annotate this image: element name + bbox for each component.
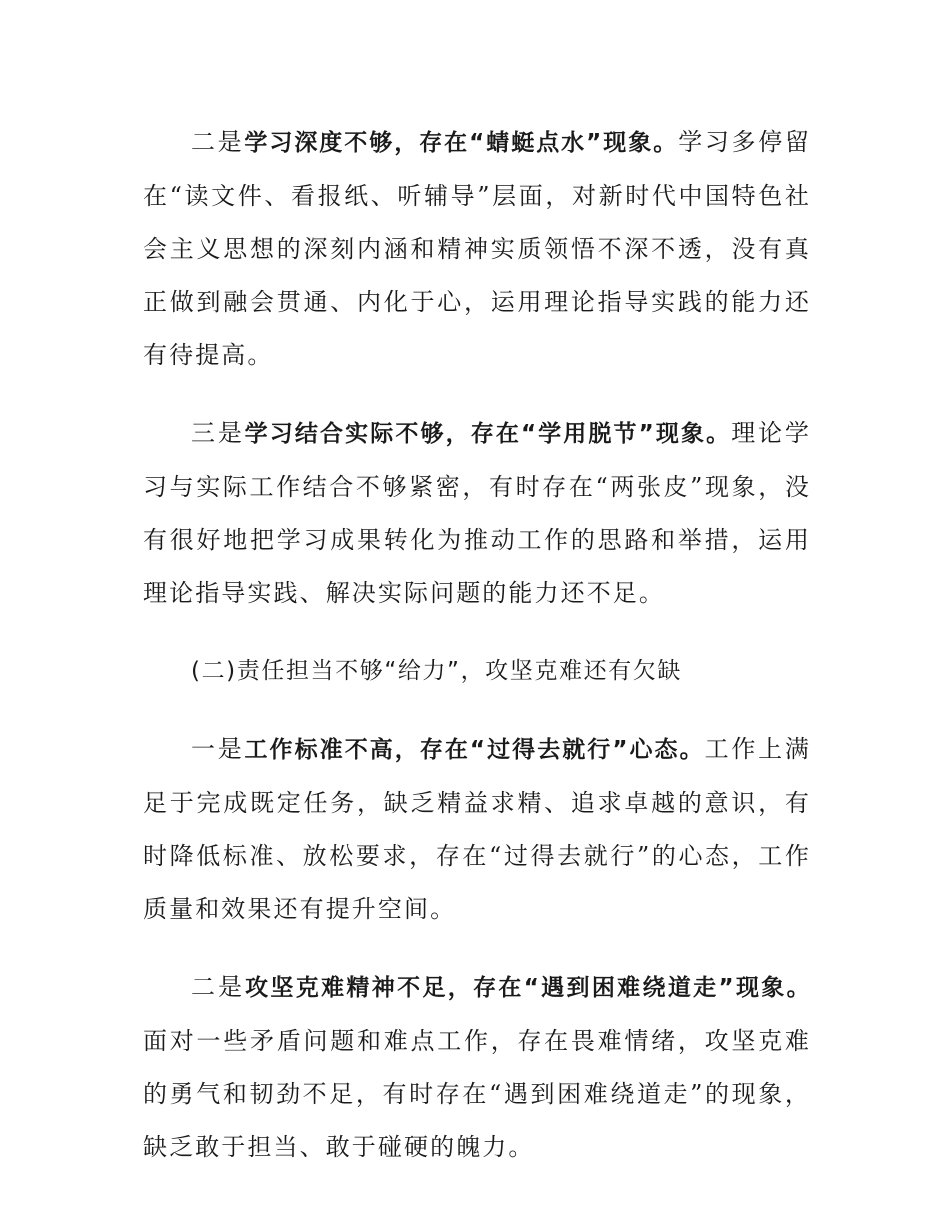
paragraph-lead: 学习深度不够，存在“蜻蜓点水”现象。 <box>244 130 679 156</box>
paragraph-text: 学习多停留在“读文件、看报纸、听辅导”层面，对新时代中国特色社会主义思想的深刻内涵和精神实质领悟不深不透，没有真正做到融会贯通、内化于心，运用理论指导实践的能力还有待提高。 <box>143 128 811 369</box>
paragraph-work-standard <box>143 723 811 936</box>
paragraph-study-depth <box>143 116 811 382</box>
paragraph-text: 工作上满足于完成既定任务，缺乏精益求精、追求卓越的意识，有时降低标准、放松要求，存在“过得去就行”的心态，工作质量和效果还有提升空间。 <box>143 735 811 923</box>
paragraph-lead: 攻坚克难精神不足，存在“遇到困难绕道走”现象。 <box>245 975 812 1001</box>
paragraph-prefix: 二是 <box>191 128 245 156</box>
section-heading: (二)责任担当不够“给力”，攻坚克难还有欠缺 <box>191 658 682 684</box>
paragraph-prefix: 二是 <box>191 973 246 1001</box>
paragraph-text: 面对一些矛盾问题和难点工作，存在畏难情绪，攻坚克难的勇气和韧劲不足，有时存在“遇到困难绕道走”的现象，缺乏敢于担当、敢于碰硬的魄力。 <box>143 1027 811 1161</box>
paragraph-prefix: 三是 <box>191 419 245 447</box>
paragraph-overcome-difficulty <box>143 961 811 1174</box>
paragraph-prefix: 一是 <box>191 735 245 763</box>
document-body <box>143 116 811 1199</box>
paragraph-text: 理论学习与实际工作结合不够紧密，有时存在“两张皮”现象，没有很好地把学习成果转化为推动工作的思路和举措，运用理论指导实践、解决实际问题的能力还不足。 <box>143 419 811 607</box>
paragraph-lead: 工作标准不高，存在“过得去就行”心态。 <box>244 737 705 763</box>
paragraph-study-practice <box>143 407 811 620</box>
paragraph-lead: 学习结合实际不够，存在“学用脱节”现象。 <box>244 421 732 447</box>
